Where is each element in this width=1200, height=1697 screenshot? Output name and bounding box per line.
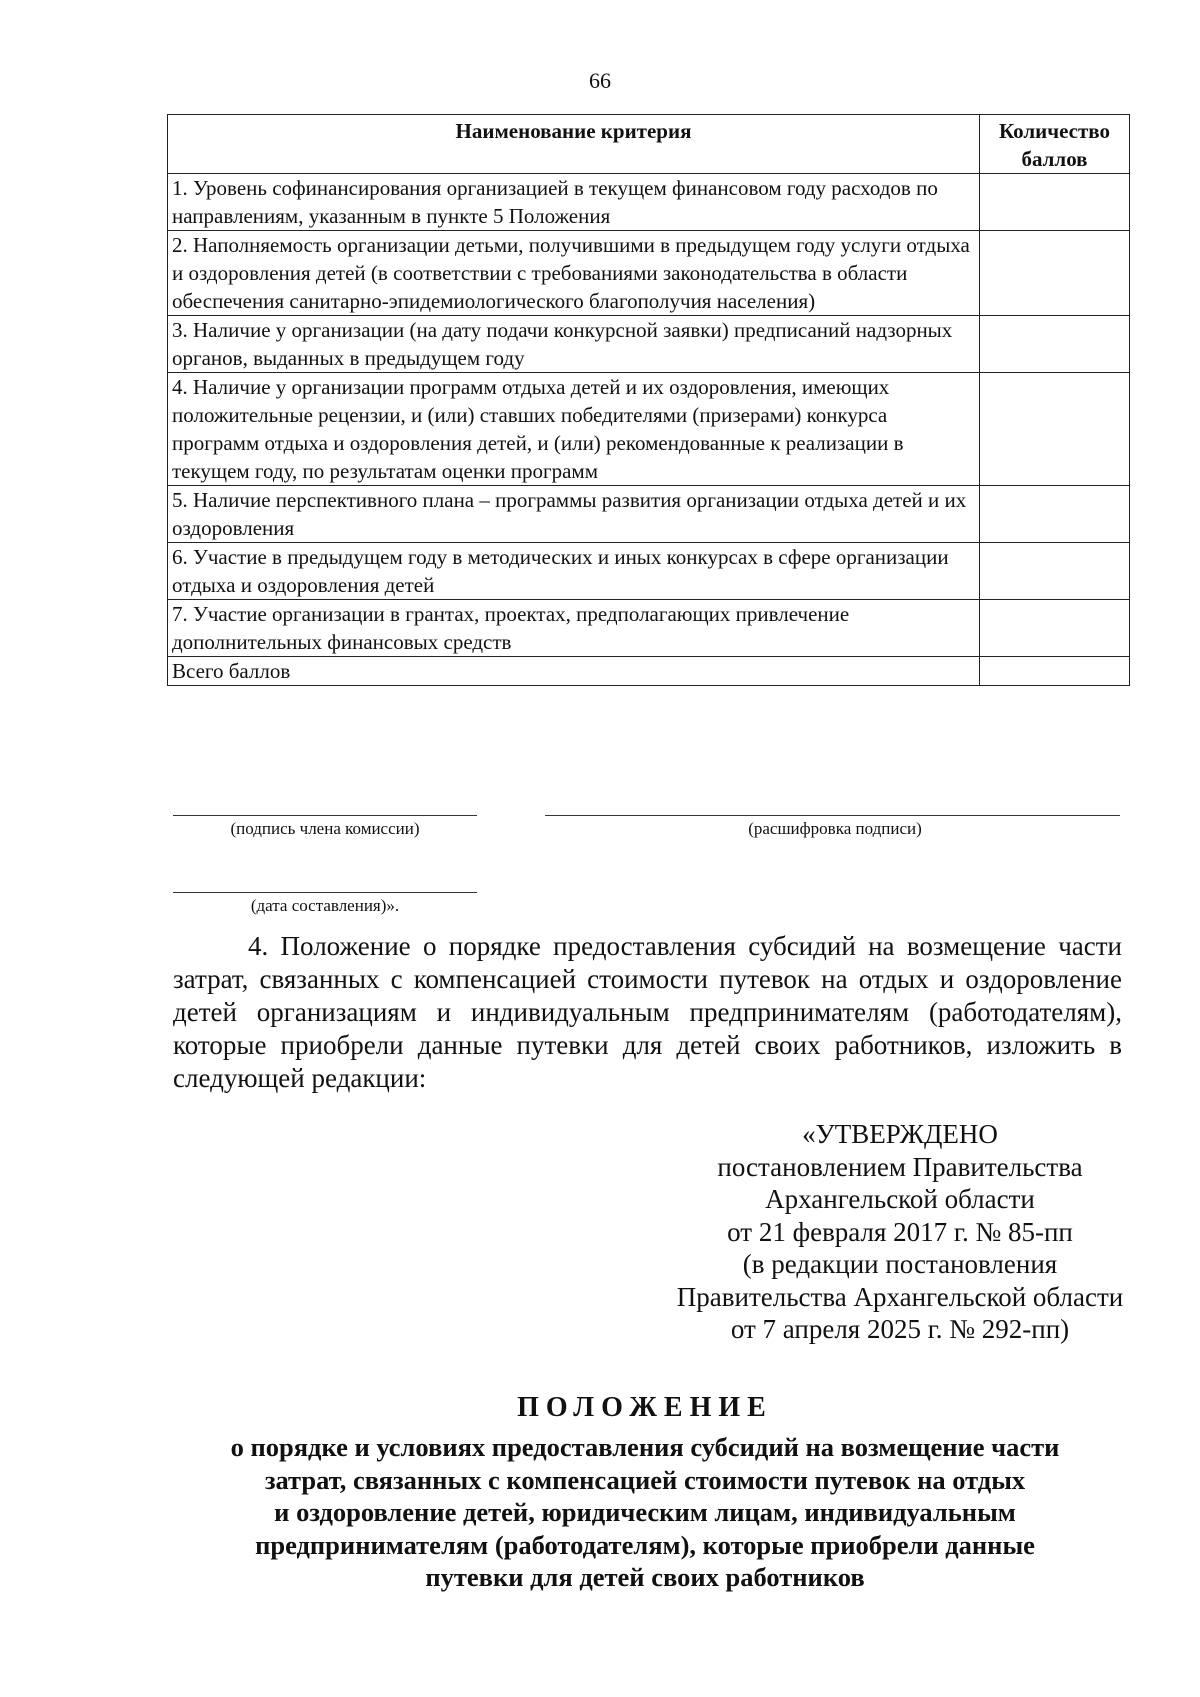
table-row [168, 543, 1130, 600]
criterion-cell: 6. Участие в предыдущем году в методических и иных конкурсах в сфере организации отдыха и оздоровления детей [168, 543, 980, 600]
criterion-cell: 4. Наличие у организации программ отдыха детей и их оздоровления, имеющих положительные рецензии, и (или) ставших победителями (призерами) конкурса программ отдыха и оздоровления детей, и (или) рекомендованные к реализации в текущем году, по результатам оценки программ [168, 373, 980, 486]
table-total-row [168, 657, 1130, 686]
table-row [168, 373, 1130, 486]
header-points: Количество баллов [980, 115, 1130, 174]
table-row [168, 486, 1130, 543]
approval-line: от 7 апреля 2025 г. № 292-пп) [730, 1314, 1070, 1344]
approval-line: от 21 февраля 2017 г. № 85-пп [727, 1216, 1073, 1247]
points-cell [980, 316, 1130, 373]
criterion-cell: 2. Наполняемость организации детьми, получившими в предыдущем году услуги отдыха и оздоровления детей (в соответствии с требованиями законодательства в области обеспечения санитарно-эпидемиологического благополучия населения) [168, 231, 980, 316]
points-cell [980, 600, 1130, 657]
table-header-row [168, 115, 1130, 174]
subtitle-line: предпринимателям (работодателям), которые приобрели данные [255, 1529, 1035, 1560]
subtitle-line: о порядке и условиях предоставления субсидий на возмещение части [230, 1432, 1060, 1462]
table-row [168, 600, 1130, 657]
criteria-table [167, 114, 1130, 686]
total-label-cell: Всего баллов [168, 657, 980, 686]
header-criterion: Наименование критерия [168, 115, 980, 174]
subtitle-line: и оздоровление детей, юридическим лицам, индивидуальным [274, 1497, 1016, 1527]
approval-line: «УТВЕРЖДЕНО [802, 1119, 998, 1149]
points-cell [980, 174, 1130, 231]
criterion-cell: 7. Участие организации в грантах, проектах, предполагающих привлечение дополнительных финансовых средств [168, 600, 980, 657]
subtitle-line: затрат, связанных с компенсацией стоимости путевок на отдых [264, 1464, 1026, 1495]
criterion-cell: 3. Наличие у организации (на дату подачи конкурсной заявки) предписаний надзорных органов, выданных в предыдущем году [168, 316, 980, 373]
approval-line: Архангельской области [765, 1184, 1035, 1214]
table-row [168, 231, 1130, 316]
approval-line: (в редакции постановления [742, 1249, 1058, 1279]
approval-block [600, 1118, 1200, 1346]
decode-signature-caption: (расшифровка подписи) [748, 819, 922, 838]
approval-line: постановлением Правительства [717, 1151, 1083, 1182]
page-number: 66 [589, 68, 611, 93]
document-subtitle [160, 1431, 1130, 1594]
points-cell [980, 486, 1130, 543]
table-row [168, 174, 1130, 231]
date-line [173, 892, 477, 893]
table-row [168, 316, 1130, 373]
decode-signature-line [545, 815, 1120, 816]
member-signature-caption: (подпись члена комиссии) [230, 819, 420, 838]
approval-line: Правительства Архангельской области [676, 1281, 1124, 1312]
amendment-paragraph: 4. Положение о порядке предоставления субсидий на возмещение части затрат, связанных с компенсацией стоимости путевок на отдых и оздоровление детей организациям и индивидуальным предпринимателям (работодателям), которые приобрели данные путевки для детей своих работников, изложить в следующей редакции: [173, 931, 1122, 1093]
subtitle-line: путевки для детей своих работников [425, 1562, 865, 1592]
points-cell [980, 231, 1130, 316]
total-points-cell [980, 657, 1130, 686]
criterion-cell: 1. Уровень софинансирования организацией в текущем финансовом году расходов по направлениям, указанным в пункте 5 Положения [168, 174, 980, 231]
member-signature-line [173, 815, 477, 816]
date-caption: (дата составления)». [250, 896, 400, 915]
criterion-cell: 5. Наличие перспективного плана – программы развития организации отдыха детей и их оздоровления [168, 486, 980, 543]
points-cell [980, 543, 1130, 600]
document-title: ПОЛОЖЕНИЕ [517, 1392, 773, 1423]
points-cell [980, 373, 1130, 486]
